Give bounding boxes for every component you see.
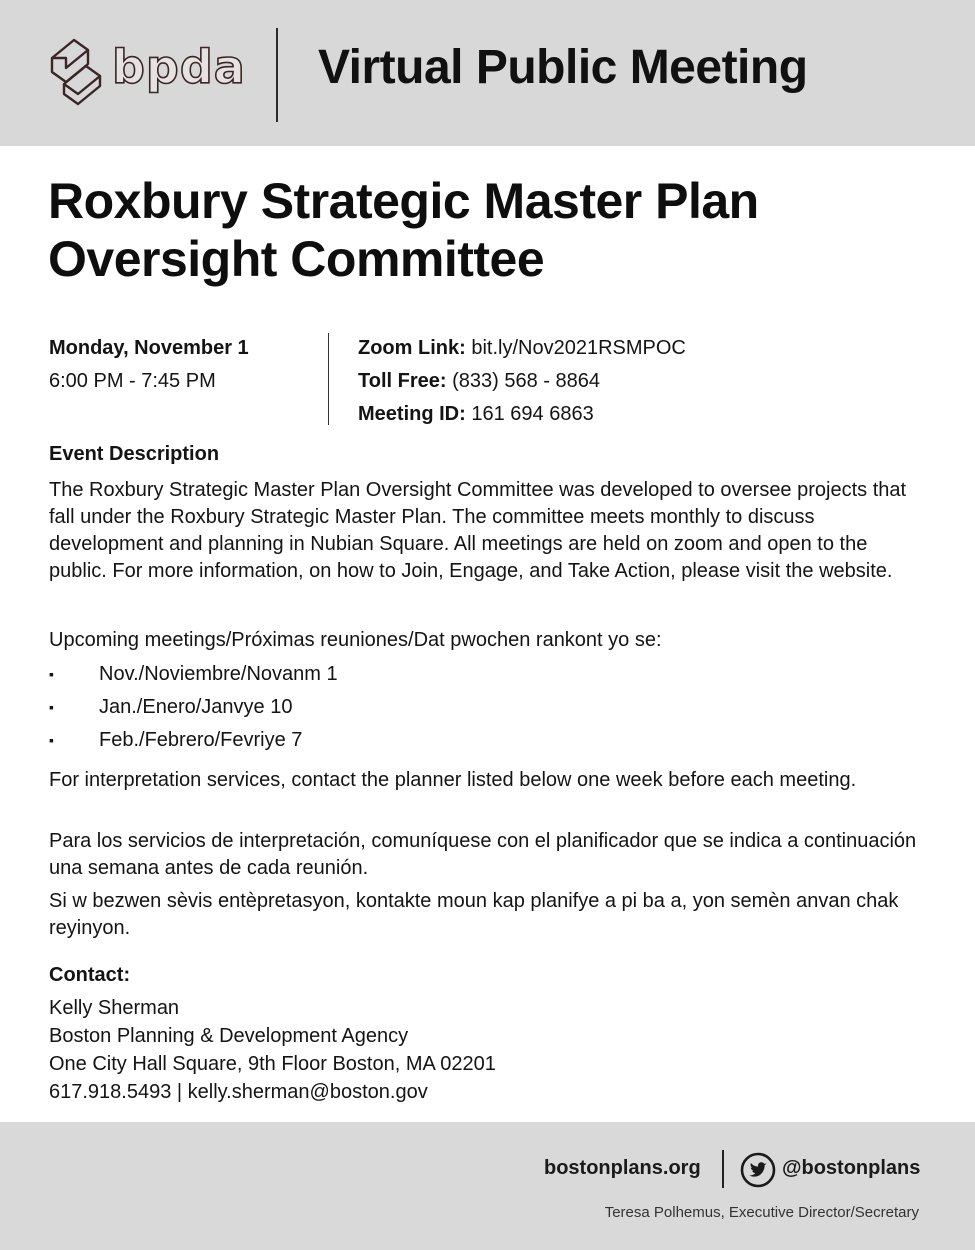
contact-address: One City Hall Square, 9th Floor Boston, MA 02201	[49, 1053, 496, 1075]
bpda-logo-icon	[48, 36, 104, 106]
interpretation-haitian: Si w bezwen sèvis entèpretasyon, kontakte moun kap planifye a pi ba a, yon semèn anvan chak reyinyon.	[49, 890, 899, 939]
meeting-id-label: Meeting ID:	[358, 403, 466, 425]
meeting-date-item: Feb./Febrero/Fevriye 7	[99, 729, 303, 751]
bpda-logo-text: bpda	[112, 40, 246, 94]
contact-phone-email[interactable]: 617.918.5493 | kelly.sherman@boston.gov	[49, 1081, 428, 1103]
footer-credit: Teresa Polhemus, Executive Director/Secretary	[604, 1204, 919, 1221]
toll-free-number: (833) 568 - 8864	[452, 370, 600, 392]
event-description-heading: Event Description	[49, 443, 220, 465]
meeting-date: Monday, November 1	[49, 337, 249, 359]
twitter-handle[interactable]: @bostonplans	[782, 1157, 921, 1179]
page-title-line1: Roxbury Strategic Master Plan	[48, 173, 759, 229]
upcoming-meetings-heading: Upcoming meetings/Próximas reuniones/Dat pwochen rankont yo se:	[49, 629, 662, 651]
bullet-icon: ▪	[49, 699, 54, 715]
access-block	[358, 332, 686, 431]
info-divider	[328, 333, 329, 425]
zoom-row	[358, 332, 686, 365]
bullet-icon: ▪	[49, 732, 54, 748]
page-title	[48, 172, 948, 288]
zoom-label: Zoom Link:	[358, 337, 466, 359]
footer-divider	[722, 1150, 724, 1188]
website-link[interactable]: bostonplans.org	[544, 1157, 701, 1179]
toll-free-label: Toll Free:	[358, 370, 447, 392]
contact-heading: Contact:	[49, 964, 131, 986]
event-description-body: The Roxbury Strategic Master Plan Oversight Committee was developed to oversee projects that fall under the Roxbury Strategic Master Plan. The committee meets monthly to discuss development and planning in Nubian Square. All meetings are held on zoom and open to the public. For more information, on how to Join, Engage, and Take Action, please visit the website.	[49, 479, 907, 582]
header-title: Virtual Public Meeting	[318, 41, 808, 94]
interpretation-english: For interpretation services, contact the planner listed below one week before each meeting.	[49, 769, 857, 791]
contact-block	[49, 994, 496, 1106]
meeting-date-item: Jan./Enero/Janvye 10	[99, 696, 293, 718]
meeting-id-value: 161 694 6863	[471, 403, 594, 425]
twitter-icon[interactable]	[740, 1152, 776, 1188]
header-band	[0, 0, 975, 146]
zoom-link[interactable]: bit.ly/Nov2021RSMPOC	[471, 337, 686, 359]
meeting-date-item: Nov./Noviembre/Novanm 1	[99, 663, 338, 685]
page-title-line2: Oversight Committee	[48, 231, 545, 287]
toll-free-row	[358, 365, 686, 398]
interpretation-spanish: Para los servicios de interpretación, comuníquese con el planificador que se indica a continuación una semana antes de cada reunión.	[49, 830, 917, 879]
header-divider	[276, 28, 278, 122]
contact-name: Kelly Sherman	[49, 997, 180, 1019]
schedule-block	[49, 332, 249, 398]
meeting-time: 6:00 PM - 7:45 PM	[49, 370, 216, 392]
footer-band	[0, 1122, 975, 1250]
meeting-id-row	[358, 398, 686, 431]
contact-organization: Boston Planning & Development Agency	[49, 1025, 409, 1047]
bullet-icon: ▪	[49, 666, 54, 682]
